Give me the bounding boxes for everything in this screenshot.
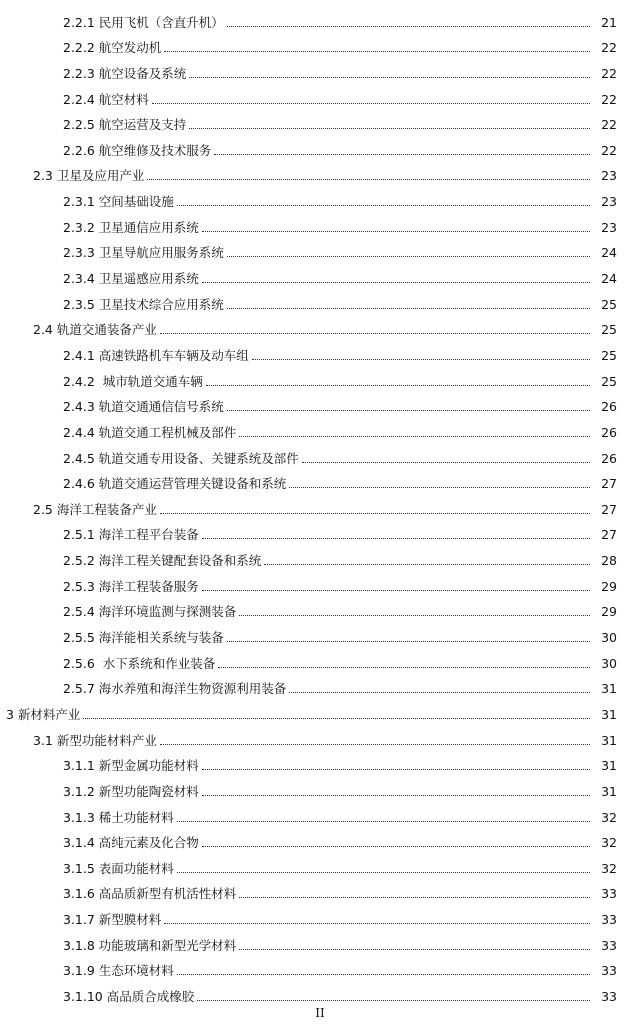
toc-dot-leader: [227, 308, 590, 309]
toc-entry[interactable]: [0, 517, 640, 543]
toc-entry-title: 2.2.3 航空设备及系统: [63, 65, 187, 81]
toc-entry-title: 2.4.4 轨道交通工程机械及部件: [63, 424, 237, 440]
toc-entry-title: 2.5.6 水下系统和作业装备: [63, 655, 216, 671]
toc-dot-leader: [206, 385, 590, 386]
toc-entry[interactable]: [0, 927, 640, 953]
toc-dot-leader: [202, 590, 590, 591]
toc-entry-page: 33: [601, 937, 617, 953]
toc-dot-leader: [160, 513, 590, 514]
toc-entry-page: 22: [601, 91, 617, 107]
toc-entry[interactable]: [0, 773, 640, 799]
toc-entry-page: 25: [601, 322, 617, 338]
toc-dot-leader: [289, 487, 590, 488]
toc-entry-title: 2.5 海洋工程装备产业: [33, 501, 157, 517]
toc-entry[interactable]: [0, 671, 640, 697]
toc-entry-page: 32: [601, 835, 617, 851]
toc-entry-title: 3.1.7 新型膜材料: [63, 912, 162, 928]
toc-entry-title: 3.1.1 新型金属功能材料: [63, 758, 199, 774]
toc-entry-title: 2.4.2 城市轨道交通车辆: [63, 373, 203, 389]
toc-dot-leader: [177, 205, 590, 206]
toc-dot-leader: [239, 436, 590, 437]
toc-dot-leader: [202, 231, 590, 232]
toc-entry[interactable]: [0, 235, 640, 261]
toc-entry-title: 3.1.3 稀土功能材料: [63, 809, 174, 825]
toc-entry-title: 2.4.3 轨道交通通信信号系统: [63, 399, 224, 415]
toc-entry-title: 2.5.1 海洋工程平台装备: [63, 527, 199, 543]
toc-entry-page: 25: [601, 373, 617, 389]
toc-dot-leader: [239, 615, 590, 616]
toc-entry[interactable]: [0, 953, 640, 979]
toc-entry-title: 2.3 卫星及应用产业: [33, 168, 145, 184]
toc-entry[interactable]: [0, 825, 640, 851]
toc-entry[interactable]: [0, 4, 640, 30]
toc-dot-leader: [227, 26, 590, 27]
toc-entry-page: 23: [601, 219, 617, 235]
toc-entry-title: 2.4.1 高速铁路机车车辆及动车组: [63, 347, 249, 363]
toc-entry-page: 25: [601, 296, 617, 312]
toc-dot-leader: [239, 897, 590, 898]
toc-entry[interactable]: [0, 107, 640, 133]
toc-entry-title: 3.1.6 高品质新型有机活性材料: [63, 886, 237, 902]
toc-dot-leader: [214, 154, 590, 155]
toc-entry-page: 32: [601, 860, 617, 876]
toc-dot-leader: [227, 256, 590, 257]
toc-dot-leader: [177, 974, 590, 975]
toc-entry[interactable]: [0, 850, 640, 876]
toc-entry-title: 2.3.3 卫星导航应用服务系统: [63, 245, 224, 261]
toc-entry[interactable]: [0, 645, 640, 671]
toc-dot-leader: [160, 744, 590, 745]
toc-dot-leader: [289, 692, 590, 693]
toc-entry[interactable]: [0, 414, 640, 440]
toc-dot-leader: [152, 103, 590, 104]
page-number: II: [315, 1006, 325, 1020]
toc-entry-page: 33: [601, 988, 617, 1004]
toc-entry-page: 22: [601, 40, 617, 56]
toc-dot-leader: [252, 359, 590, 360]
toc-entry[interactable]: [0, 81, 640, 107]
toc-dot-leader: [147, 179, 590, 180]
toc-entry-title: 3.1 新型功能材料产业: [33, 732, 157, 748]
toc-entry[interactable]: [0, 158, 640, 184]
toc-entry-title: 2.4 轨道交通装备产业: [33, 322, 157, 338]
toc-entry[interactable]: [0, 748, 640, 774]
toc-entry[interactable]: [0, 55, 640, 81]
toc-dot-leader: [83, 718, 590, 719]
toc-entry-page: 31: [601, 758, 617, 774]
toc-dot-leader: [202, 795, 590, 796]
toc-dot-leader: [160, 333, 590, 334]
toc-dot-leader: [189, 77, 590, 78]
toc-entry[interactable]: [0, 466, 640, 492]
toc-entry-title: 2.3.1 空间基础设施: [63, 194, 174, 210]
toc-entry-page: 27: [601, 527, 617, 543]
toc-dot-leader: [164, 923, 590, 924]
toc-entry[interactable]: [0, 799, 640, 825]
toc-entry-page: 24: [601, 271, 617, 287]
toc-entry-page: 23: [601, 168, 617, 184]
toc-entry-page: 24: [601, 245, 617, 261]
toc-entry-page: 31: [601, 732, 617, 748]
toc-entry[interactable]: [0, 286, 640, 312]
toc-entry[interactable]: [0, 542, 640, 568]
toc-dot-leader: [164, 51, 590, 52]
toc-entry-title: 2.5.4 海洋环境监测与探测装备: [63, 604, 237, 620]
toc-entry-title: 3.1.5 表面功能材料: [63, 860, 174, 876]
toc-entry[interactable]: [0, 696, 640, 722]
toc-entry[interactable]: [0, 30, 640, 56]
toc-entry-title: 2.5.3 海洋工程装备服务: [63, 578, 199, 594]
toc-entry[interactable]: [0, 901, 640, 927]
toc-dot-leader: [189, 128, 590, 129]
toc-entry-page: 30: [601, 655, 617, 671]
toc-entry[interactable]: [0, 260, 640, 286]
toc-dot-leader: [197, 1000, 590, 1001]
toc-entry-page: 31: [601, 681, 617, 697]
toc-entry[interactable]: [0, 978, 640, 1004]
toc-entry-title: 3.1.4 高纯元素及化合物: [63, 835, 199, 851]
toc-entry[interactable]: [0, 132, 640, 158]
toc-entry-title: 2.3.2 卫星通信应用系统: [63, 219, 199, 235]
toc-entry-page: 28: [601, 553, 617, 569]
toc-entry-page: 26: [601, 424, 617, 440]
toc-entry[interactable]: [0, 619, 640, 645]
toc-entry-title: 2.4.5 轨道交通专用设备、关键系统及部件: [63, 450, 299, 466]
toc-dot-leader: [227, 641, 590, 642]
toc-entry[interactable]: [0, 594, 640, 620]
toc-entry-page: 21: [601, 14, 617, 30]
toc-entry[interactable]: [0, 568, 640, 594]
table-of-contents: [0, 4, 640, 1004]
toc-entry[interactable]: [0, 337, 640, 363]
toc-entry[interactable]: [0, 440, 640, 466]
toc-entry-page: 32: [601, 809, 617, 825]
toc-entry-title: 2.2.4 航空材料: [63, 91, 149, 107]
toc-entry-page: 31: [601, 706, 617, 722]
toc-dot-leader: [202, 769, 590, 770]
toc-entry[interactable]: [0, 209, 640, 235]
toc-entry-page: 27: [601, 476, 617, 492]
toc-entry[interactable]: [0, 876, 640, 902]
toc-entry-page: 29: [601, 578, 617, 594]
toc-entry-page: 29: [601, 604, 617, 620]
toc-entry-title: 2.2.2 航空发动机: [63, 40, 162, 56]
toc-entry[interactable]: [0, 491, 640, 517]
toc-entry-title: 3 新材料产业: [6, 706, 81, 722]
toc-entry-title: 2.3.5 卫星技术综合应用系统: [63, 296, 224, 312]
toc-entry[interactable]: [0, 312, 640, 338]
toc-entry-page: 33: [601, 963, 617, 979]
toc-dot-leader: [302, 462, 590, 463]
toc-entry-page: 33: [601, 912, 617, 928]
toc-dot-leader: [202, 846, 590, 847]
toc-entry-page: 26: [601, 450, 617, 466]
toc-entry-title: 2.2.5 航空运营及支持: [63, 117, 187, 133]
toc-entry-page: 27: [601, 501, 617, 517]
toc-entry-title: 3.1.8 功能玻璃和新型光学材料: [63, 937, 237, 953]
toc-entry[interactable]: [0, 183, 640, 209]
toc-dot-leader: [239, 949, 590, 950]
toc-dot-leader: [202, 538, 590, 539]
toc-entry-page: 22: [601, 65, 617, 81]
toc-entry-page: 25: [601, 347, 617, 363]
toc-entry-title: 2.3.4 卫星遥感应用系统: [63, 271, 199, 287]
toc-dot-leader: [177, 821, 590, 822]
toc-entry-page: 22: [601, 117, 617, 133]
toc-entry-page: 33: [601, 886, 617, 902]
toc-dot-leader: [202, 282, 590, 283]
toc-dot-leader: [264, 564, 590, 565]
toc-entry-title: 2.5.7 海水养殖和海洋生物资源利用装备: [63, 681, 287, 697]
toc-entry-page: 31: [601, 783, 617, 799]
toc-entry-title: 3.1.10 高品质合成橡胶: [63, 988, 195, 1004]
toc-entry-title: 2.5.2 海洋工程关键配套设备和系统: [63, 553, 262, 569]
toc-dot-leader: [177, 872, 590, 873]
toc-entry-title: 3.1.2 新型功能陶瓷材料: [63, 783, 199, 799]
toc-entry[interactable]: [0, 722, 640, 748]
toc-entry-title: 3.1.9 生态环境材料: [63, 963, 174, 979]
toc-entry-page: 26: [601, 399, 617, 415]
toc-entry[interactable]: [0, 363, 640, 389]
toc-entry-title: 2.2.1 民用飞机（含直升机）: [63, 14, 224, 30]
toc-entry-title: 2.2.6 航空维修及技术服务: [63, 142, 212, 158]
toc-entry-title: 2.4.6 轨道交通运营管理关键设备和系统: [63, 476, 287, 492]
toc-entry[interactable]: [0, 389, 640, 415]
toc-dot-leader: [227, 410, 590, 411]
toc-entry-page: 30: [601, 630, 617, 646]
toc-entry-page: 22: [601, 142, 617, 158]
toc-dot-leader: [218, 667, 590, 668]
toc-entry-page: 23: [601, 194, 617, 210]
toc-entry-title: 2.5.5 海洋能相关系统与装备: [63, 630, 224, 646]
